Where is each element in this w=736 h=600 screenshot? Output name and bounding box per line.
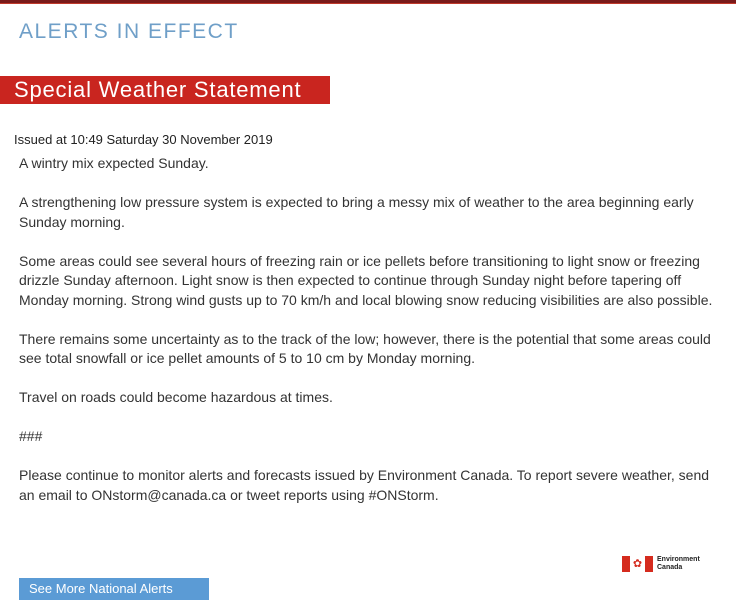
logo-line-2: Canada [657, 564, 683, 571]
alert-paragraph: A strengthening low pressure system is expected to bring a messy mix of weather to the area beginning early Sunday morning. [19, 194, 694, 230]
alert-paragraph: There remains some uncertainty as to the track of the low; however, there is the potential that some areas could see total snowfall or ice pellet amounts of 5 to 10 cm by Monday morning. [19, 330, 711, 366]
logo-text [657, 556, 700, 572]
alert-body [19, 154, 719, 525]
alert-paragraph: Please continue to monitor alerts and forecasts issued by Environment Canada. To report severe weather, send an email to ONstorm@canada.ca or tweet reports using #ONStorm. [19, 467, 710, 503]
alert-paragraph: Travel on roads could become hazardous at times. [19, 389, 333, 405]
maple-leaf-icon: ✿ [622, 556, 653, 572]
environment-canada-logo [622, 556, 700, 572]
issued-timestamp: Issued at 10:49 Saturday 30 November 2019 [14, 132, 273, 147]
alert-type-banner: Special Weather Statement [0, 76, 330, 104]
alerts-heading: ALERTS IN EFFECT [19, 20, 239, 43]
alert-paragraph: Some areas could see several hours of freezing rain or ice pellets before transitioning to light snow or freezing drizzle Sunday afternoon. Light snow is then expected to continue through Sunday night before tapering off Monday morning. Strong wind gusts up to 70 km/h and local blowing snow reducing visibilities are also possible. [19, 252, 713, 308]
top-accent-bar [0, 0, 736, 4]
more-national-alerts-button[interactable]: See More National Alerts [19, 578, 209, 600]
alert-paragraph: A wintry mix expected Sunday. [19, 155, 209, 171]
logo-line-1: Environment [657, 556, 700, 563]
alert-paragraph: ### [19, 428, 43, 444]
